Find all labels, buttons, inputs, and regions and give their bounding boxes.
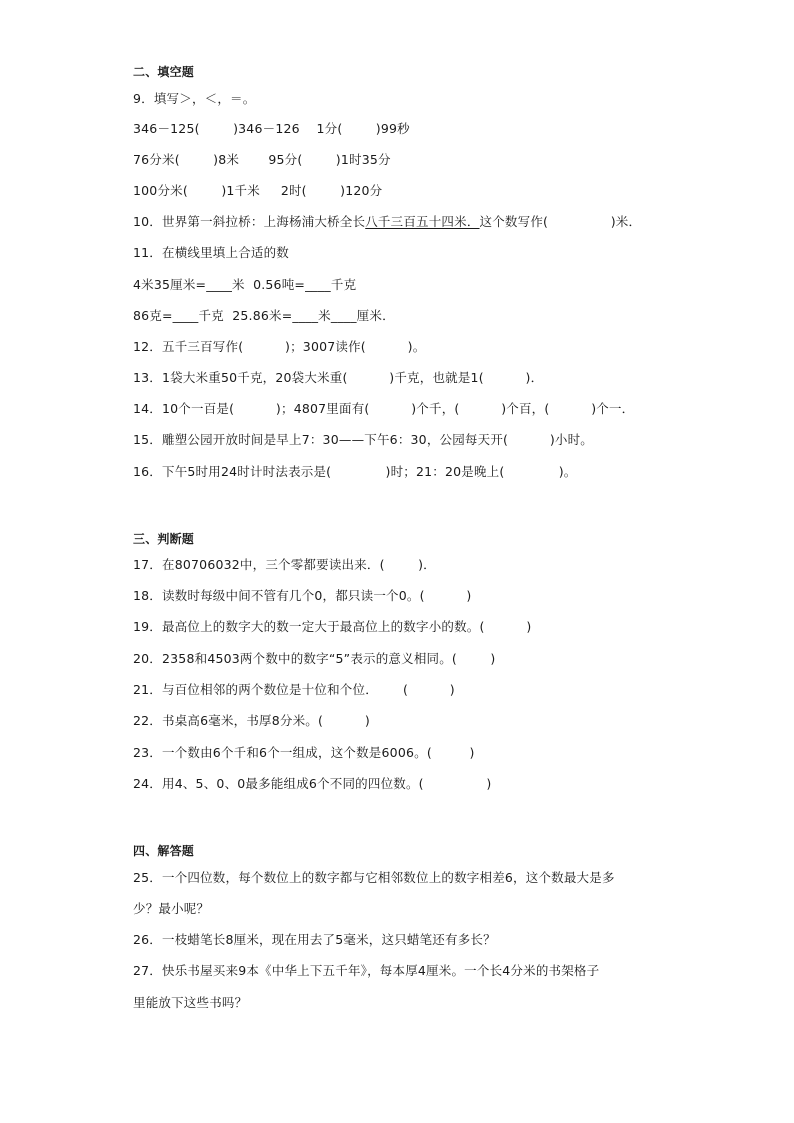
question-20: 20．2358和4503两个数中的数字“5”表示的意义相同。( ) (133, 651, 496, 666)
question-17: 17．在80706032中，三个零都要读出来．( )． (133, 557, 436, 572)
question-26: 26．一枝蜡笔长8厘米，现在用去了5毫米，这只蜡笔还有多长？ (133, 932, 496, 947)
question-9-row-1: 346－125( )346－126 1分( )99秒 (133, 121, 410, 136)
question-15: 15．雕塑公园开放时间是早上7：30——下午6：30，公园每天开( )小时。 (133, 432, 594, 447)
question-9-row-3: 100分米( )1千米 2时( )120分 (133, 183, 383, 198)
section-heading-fill-in: 二、填空题 (133, 65, 195, 79)
question-19: 19．最高位上的数字大的数一定大于最高位上的数字小的数。( ) (133, 619, 532, 634)
section-heading-judge: 三、判断题 (133, 532, 195, 546)
question-21: 21．与百位相邻的两个数位是十位和个位． ( ) (133, 682, 455, 697)
question-18: 18．读数时每级中间不管有几个0，都只读一个0。( ) (133, 588, 472, 603)
question-11-row-2: 86克=____千克 25.86米=____米____厘米． (133, 308, 395, 323)
question-23: 23．一个数由6个千和6个一组成，这个数是6006。( ) (133, 745, 475, 760)
question-25: 25．一个四位数，每个数位上的数字都与它相邻数位上的数字相差6，这个数最大是多 (133, 870, 615, 885)
question-14: 14．10个一百是( )；4807里面有( )个千，( )个百，( )个一． (133, 401, 635, 416)
question-11-row-1: 4米35厘米=____米 0.56吨=____千克 (133, 277, 357, 292)
question-16: 16．下午5时用24时计时法表示是( )时；21：20是晚上( )。 (133, 464, 577, 479)
section-heading-answer: 四、解答题 (133, 844, 195, 858)
question-10-text: 10．世界第一斜拉桥：上海杨浦大桥全长 (133, 214, 366, 229)
question-10-underlined-number: 八千三百五十四米． (365, 214, 480, 229)
question-9: 9．填写＞，＜，＝。 (133, 91, 256, 106)
question-13: 13．1袋大米重50千克，20袋大米重( )千克，也就是1( )． (133, 370, 544, 385)
question-11: 11．在横线里填上合适的数 (133, 245, 290, 260)
question-27-cont: 里能放下这些书吗？ (133, 995, 248, 1010)
question-10 (133, 214, 641, 230)
question-10-answer-blank: 这个数写作( )米． (479, 214, 642, 229)
question-27: 27．快乐书屋买来9本《中华上下五千年》，每本厚4厘米。一个长4分米的书架格子 (133, 963, 600, 978)
question-22: 22．书桌高6毫米，书厚8分米。( ) (133, 713, 370, 728)
question-9-row-2: 76分米( )8米 95分( )1时35分 (133, 152, 391, 167)
question-24: 24．用4、5、0、0最多能组成6个不同的四位数。( ) (133, 776, 492, 791)
question-12: 12．五千三百写作( )；3007读作( )。 (133, 339, 426, 354)
question-25-cont: 少？最小呢？ (133, 901, 210, 916)
